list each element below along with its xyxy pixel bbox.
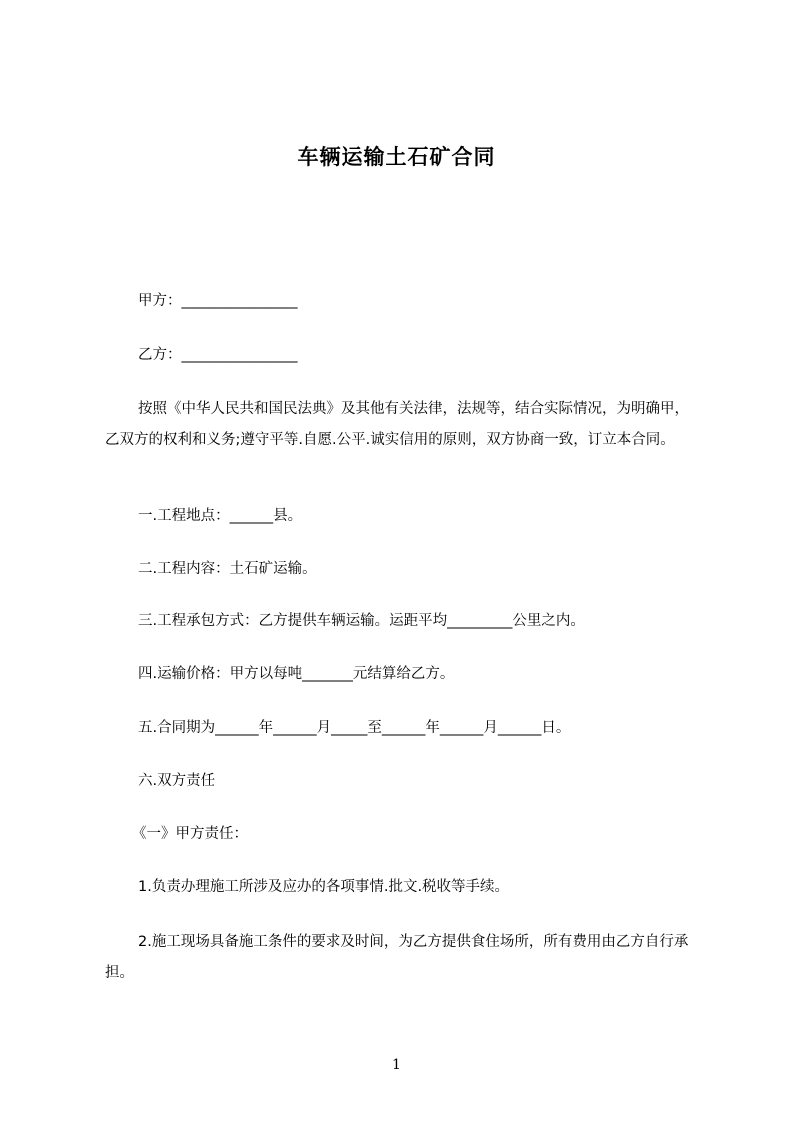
page-number: 1 [392,1057,401,1073]
preamble-paragraph [105,394,700,456]
section-party-a-heading: 《一》甲方责任： [132,826,248,842]
clause-term: 五.合同期为______年______月_____至______年______月______日。 [138,720,571,736]
party-b-line: 乙方：________________ [138,347,298,363]
party-a-item-2 [105,927,700,989]
clause-location: 一.工程地点：______县。 [138,508,303,524]
preamble-text: 按照《中华人民共和国民法典》及其他有关法律，法规等，结合实际情况，为明确甲，乙双方的权利和义务;遵守平等.自愿.公平.诚实信用的原则，双方协商一致，订立本合同。 [105,401,689,448]
document-title: 车辆运输土石矿合同 [297,145,496,169]
clause-contract-method: 三.工程承包方式：乙方提供车辆运输。运距平均_________公里之内。 [138,613,585,629]
party-a-item-1: 1.负责办理施工所涉及应办的各项事情.批文.税收等手续。 [138,879,510,895]
party-a-item-2-text: 2.施工现场具备施工条件的要求及时间，为乙方提供食住场所，所有费用由乙方自行承担。 [105,934,689,981]
clause-content: 二.工程内容：土石矿运输。 [138,561,317,577]
clause-responsibilities: 六.双方责任 [138,773,216,789]
party-a-line: 甲方：________________ [138,293,298,309]
clause-price: 四.运输价格：甲方以每吨_______元结算给乙方。 [138,666,455,682]
